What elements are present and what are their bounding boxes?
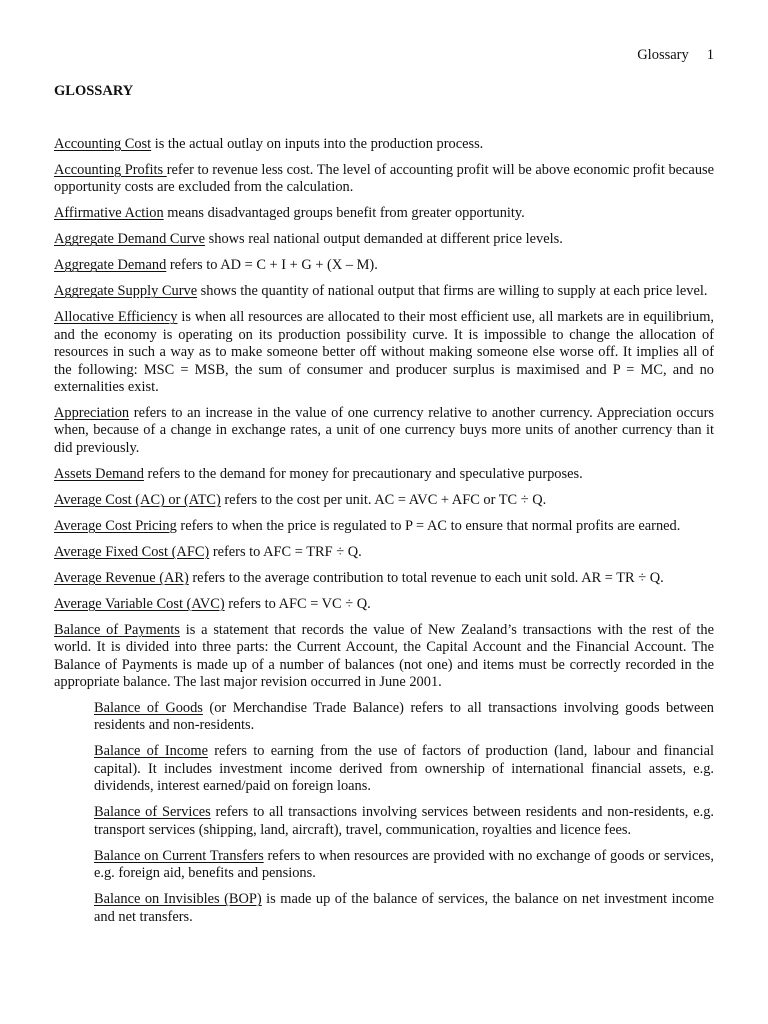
glossary-definition: refers to an increase in the value of one currency relative to another currency. Appreciation occurs when, because of a change in exchange rates, a unit of one currency buys more units of another currency than it did previously.	[54, 405, 714, 456]
glossary-definition: is a statement that records the value of New Zealand’s transactions with the rest of the world. It is divided into three parts: the Current Account, the Capital Account and the Financial Account. The Balance of Payments is made up of a number of balances (not one) and items must be correctly recorded in the appropriate balance. The last major revision occurred in June 2001.	[54, 621, 714, 691]
glossary-term: Average Cost Pricing	[54, 517, 177, 534]
glossary-definition: shows the quantity of national output that firms are willing to supply at each price level.	[197, 283, 708, 300]
glossary-definition: (or Merchandise Trade Balance) refers to all transactions involving goods between residents and non-residents.	[94, 700, 714, 734]
glossary-definition: shows real national output demanded at different price levels.	[205, 231, 563, 248]
glossary-entry	[54, 162, 714, 197]
glossary-term: Allocative Efficiency	[54, 309, 178, 326]
glossary-definition: is when all resources are allocated to their most efficient use, all markets are in equilibrium, and the economy is operating on its production possibility curve. It is impossible to change the allocation of resources in such a way as to make someone better off without making someone else worse off. It implies all of the following: MSC = MSB, the sum of consumer and producer surplus is maximised and P = MC, and no externalities exist.	[54, 309, 714, 396]
glossary-term: Average Variable Cost (AVC)	[54, 595, 225, 612]
glossary-definition: refers to when the price is regulated to P = AC to ensure that normal profits are earned.	[176, 517, 681, 534]
glossary-entry	[54, 570, 714, 587]
glossary-definition: means disadvantaged groups benefit from greater opportunity.	[163, 205, 525, 222]
glossary-entry	[54, 231, 714, 248]
glossary-definition: refers to AD = C + I + G + (X – M).	[166, 257, 378, 274]
glossary-term: Balance of Income	[94, 743, 208, 760]
glossary-term: Balance of Services	[94, 804, 211, 821]
glossary-sub-entry	[94, 891, 714, 926]
glossary-sub-entry	[94, 804, 714, 839]
glossary-term: Affirmative Action	[54, 205, 164, 222]
glossary-entry	[54, 544, 714, 561]
glossary-definition: is the actual outlay on inputs into the production process.	[151, 136, 484, 152]
glossary-term: Average Revenue (AR)	[54, 569, 189, 586]
glossary-definition: refers to earning from the use of factors of production (land, labour and financial capital). It includes investment income derived from ownership of international financial assets, e.g. dividends, interest earned/paid on foreign loans.	[94, 743, 714, 795]
glossary-sub-entry	[94, 848, 714, 883]
glossary-definition: refers to AFC = TRF ÷ Q.	[209, 543, 362, 560]
glossary-definition: refers to the average contribution to total revenue to each unit sold. AR = TR ÷ Q.	[188, 569, 664, 586]
glossary-list	[54, 136, 714, 935]
glossary-term: Accounting Profits	[54, 162, 167, 178]
glossary-term: Average Fixed Cost (AFC)	[54, 543, 210, 560]
glossary-entry	[54, 309, 714, 396]
glossary-term: Balance of Goods	[94, 700, 203, 717]
glossary-entry	[54, 136, 714, 153]
glossary-entry	[54, 518, 714, 535]
glossary-term: Appreciation	[54, 405, 130, 422]
page-number: 1	[706, 47, 714, 63]
glossary-definition: refers to the cost per unit. AC = AVC + AFC or TC ÷ Q.	[220, 491, 547, 508]
glossary-definition: refers to the demand for money for precautionary and speculative purposes.	[143, 465, 583, 482]
glossary-entry	[54, 405, 714, 457]
glossary-definition: refers to AFC = VC ÷ Q.	[224, 595, 371, 612]
glossary-entry	[54, 622, 714, 692]
glossary-sub-entry	[94, 743, 714, 795]
glossary-term: Balance on Invisibles (BOP)	[94, 891, 262, 908]
glossary-term: Balance on Current Transfers	[94, 847, 264, 864]
glossary-term: Aggregate Demand	[54, 257, 167, 274]
glossary-definition: is made up of the balance of services, the balance on net investment income and net transfers.	[94, 891, 714, 925]
page-title: GLOSSARY	[54, 83, 134, 99]
glossary-term: Balance of Payments	[54, 621, 180, 638]
glossary-term: Aggregate Demand Curve	[54, 231, 206, 248]
running-header	[637, 47, 714, 64]
glossary-entry	[54, 492, 714, 509]
glossary-entry	[54, 283, 714, 300]
glossary-entry	[54, 596, 714, 613]
glossary-definition: refers to when resources are provided with no exchange of goods or services, e.g. foreign aid, benefits and pensions.	[94, 847, 714, 882]
glossary-term: Assets Demand	[54, 465, 144, 482]
glossary-term: Average Cost (AC) or (ATC)	[54, 491, 221, 508]
glossary-sub-entry	[94, 700, 714, 735]
running-title: Glossary	[637, 47, 689, 63]
glossary-term: Accounting Cost	[54, 136, 152, 152]
glossary-entry	[54, 466, 714, 483]
glossary-term: Aggregate Supply Curve	[54, 283, 198, 300]
glossary-entry	[54, 257, 714, 274]
glossary-definition: refers to all transactions involving services between residents and non-residents, e.g. transport services (shipping, land, aircraft), travel, communication, royalties and licence fees.	[94, 804, 714, 838]
glossary-definition: refer to revenue less cost. The level of accounting profit will be above economic profit because opportunity costs are excluded from the calculation.	[54, 162, 714, 196]
glossary-entry	[54, 205, 714, 222]
